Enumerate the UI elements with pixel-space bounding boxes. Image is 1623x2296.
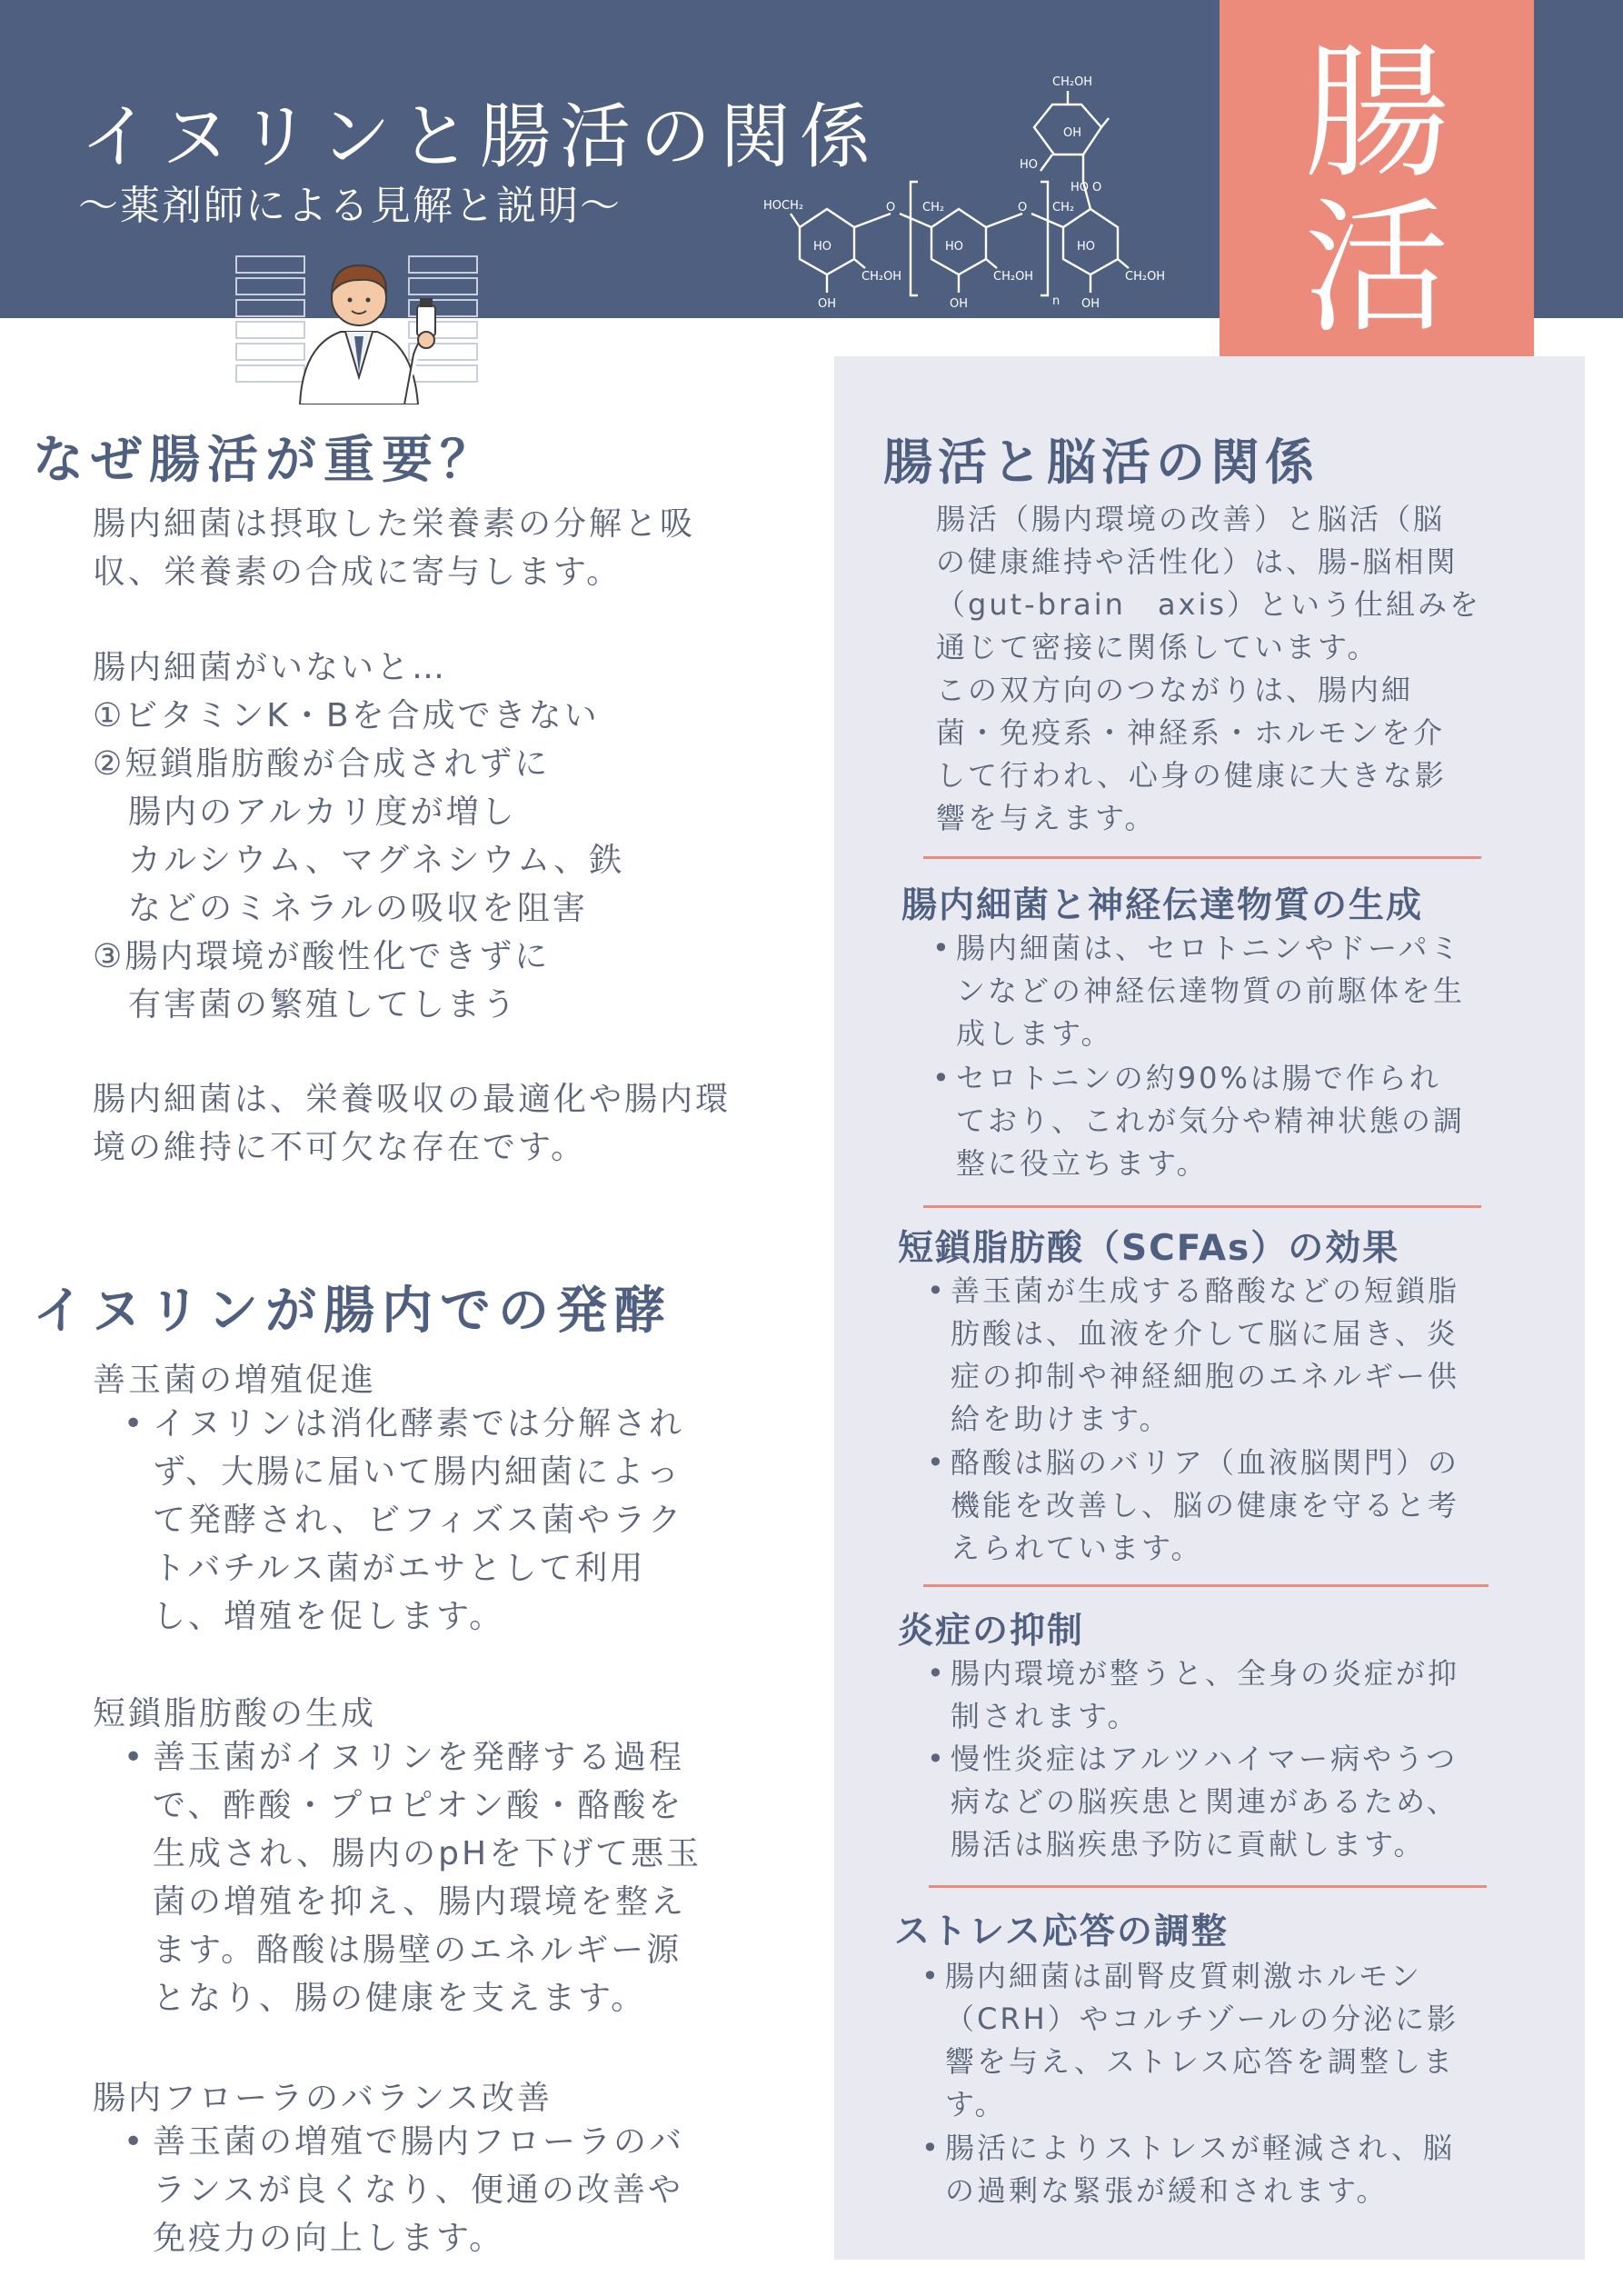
molecule-label-ho-3: HO (1077, 240, 1096, 254)
molecule-label-o-top: O (1092, 181, 1102, 195)
molecule-label-o-link1: O (886, 201, 896, 215)
molecule-label-ch2oh-3: CH₂OH (1125, 270, 1166, 284)
bullet-scfa-2: • 酪酸は脳のバリア（血液脳関門）の 機能を改善し、脳の健康を守ると考 えられています。 (927, 1445, 1460, 1565)
subheading-good-bacteria: 善玉菌の増殖促進 (93, 1362, 377, 1399)
why-paragraph-2: 腸内細菌がいないと… ①ビタミンK・Bを合成できない ②短鎖脂肪酸が合成されずに 腸内のアルカリ度が増し カルシウム、マグネシウム、鉄 などのミネラルの吸収を阻害 ③腸内環境が酸性化できずに 有害菌の繁殖してしまう (93, 649, 625, 1023)
divider-2 (923, 1205, 1481, 1208)
bullet-neuro-1: • 腸内細菌は、セロトニンやドーパミ ンなどの神経伝達物質の前駆体を生 成します。 (932, 931, 1466, 1051)
bullet-inflammation-2: • 慢性炎症はアルツハイマー病やうつ 病などの脳疾患と関連があるため、 腸活は脳疾患予防に貢献します。 (927, 1742, 1459, 1862)
bullet-good-bacteria: • イヌリンは消化酵素では分解され ず、大腸に届いて腸内細菌によっ て発酵され、ビフィズス菌やラク トバチルス菌がエサとして利用 し、増殖を促します。 (124, 1405, 685, 1635)
molecule-label-ho-2: HO (945, 240, 964, 254)
subheading-neurotransmitters: 腸内細菌と神経伝達物質の生成 (901, 885, 1424, 926)
bullet-flora-balance: • 善玉菌の増殖で腸内フローラのバ ランスが良くなり、便通の改善や 免疫力の向上します。 (124, 2123, 685, 2257)
ribbon-char-2: 活 (1303, 183, 1449, 353)
page-subtitle: 〜薬剤師による見解と説明〜 (78, 183, 622, 229)
molecule-label-o-link2: O (1018, 201, 1028, 215)
page-title: イヌリンと腸活の関係 (80, 96, 881, 178)
bullet-stress-1: • 腸内細菌は副腎皮質刺激ホルモン （CRH）やコルチゾールの分泌に影 響を与え、ストレス応答を調整しま す。 (921, 1959, 1459, 2121)
molecule-label-ho-top2: HO (1070, 181, 1090, 195)
molecule-label-ch2-2: CH₂ (1052, 201, 1075, 215)
subheading-scfa-production: 短鎖脂肪酸の生成 (93, 1695, 377, 1732)
molecule-label-ch2oh-1: CH₂OH (861, 270, 902, 284)
bullet-inflammation-1: • 腸内環境が整うと、全身の炎症が抑 制されます。 (927, 1656, 1460, 1733)
heading-inulin-fermentation: イヌリンが腸内での発酵 (33, 1282, 672, 1341)
molecule-label-ho-1: HO (813, 240, 832, 254)
subheading-flora-balance: 腸内フローラのバランス改善 (93, 2080, 553, 2117)
heading-why-important: なぜ腸活が重要？ (33, 431, 498, 490)
molecule-label-oh-2: OH (950, 297, 969, 311)
molecule-label-ch2oh-2: CH₂OH (993, 270, 1034, 284)
molecule-label-oh-3: OH (1081, 297, 1100, 311)
why-paragraph-1: 腸内細菌は摂取した栄養素の分解と吸 収、栄養素の合成に寄与します。 (93, 505, 696, 591)
subheading-inflammation: 炎症の抑制 (898, 1611, 1085, 1652)
molecule-label-ho-top: HO (1020, 158, 1039, 172)
divider-3 (923, 1584, 1489, 1587)
divider-1 (923, 856, 1481, 859)
ribbon-char-1: 腸 (1303, 28, 1449, 198)
bullet-scfa-production: • 善玉菌がイヌリンを発酵する過程 で、酢酸・プロピオン酸・酪酸を 生成され、腸内のpHを下げて悪玉 菌の増殖を抑え、腸内環境を整え ます。酪酸は腸壁のエネルギー源 となり、腸の健康を支えます。 (124, 1739, 702, 2017)
inulin-molecule-diagram (763, 64, 1181, 323)
divider-4 (929, 1885, 1487, 1888)
bullet-scfa-1: • 善玉菌が生成する酪酸などの短鎖脂 肪酸は、血液を介して脳に届き、炎 症の抑制や神経細胞のエネルギー供 給を助けます。 (927, 1273, 1460, 1436)
bullet-stress-2: • 腸活によりストレスが軽減され、脳 の過剰な緊張が緩和されます。 (921, 2131, 1455, 2208)
molecule-label-oh-1: OH (818, 297, 837, 311)
gut-brain-intro: 腸活（腸内環境の改善）と脳活（脳 の健康維持や活性化）は、腸-脳相関 （gut-brain axis）という仕組みを 通じて密接に関係しています。 この双方向のつながりは、腸内細 菌・免疫系・神経系・ホルモンを介 して行われ、心身の健康に大きな影 響を与えます。 (936, 502, 1482, 835)
pharmacist-illustration (232, 218, 486, 404)
subheading-scfa-effects: 短鎖脂肪酸（SCFAs）の効果 (898, 1228, 1400, 1269)
molecule-label-hoch2: HOCH₂ (763, 199, 804, 213)
bullet-neuro-2: • セロトニンの約90%は腸で作られ ており、これが気分や精神状態の調 整に役立ちます。 (932, 1061, 1466, 1181)
heading-gut-brain: 腸活と脳活の関係 (883, 434, 1319, 491)
molecule-label-ch2-1: CH₂ (922, 201, 945, 215)
ribbon-text (1220, 28, 1534, 353)
why-paragraph-3: 腸内細菌は、栄養吸収の最適化や腸内環 境の維持に不可欠な存在です。 (93, 1081, 732, 1166)
molecule-label-ch2oh-top: CH₂OH (1052, 75, 1093, 89)
subheading-stress-response: ストレス応答の調整 (894, 1912, 1229, 1952)
molecule-label-oh-top: OH (1063, 126, 1082, 140)
molecule-label-n: n (1052, 294, 1060, 308)
